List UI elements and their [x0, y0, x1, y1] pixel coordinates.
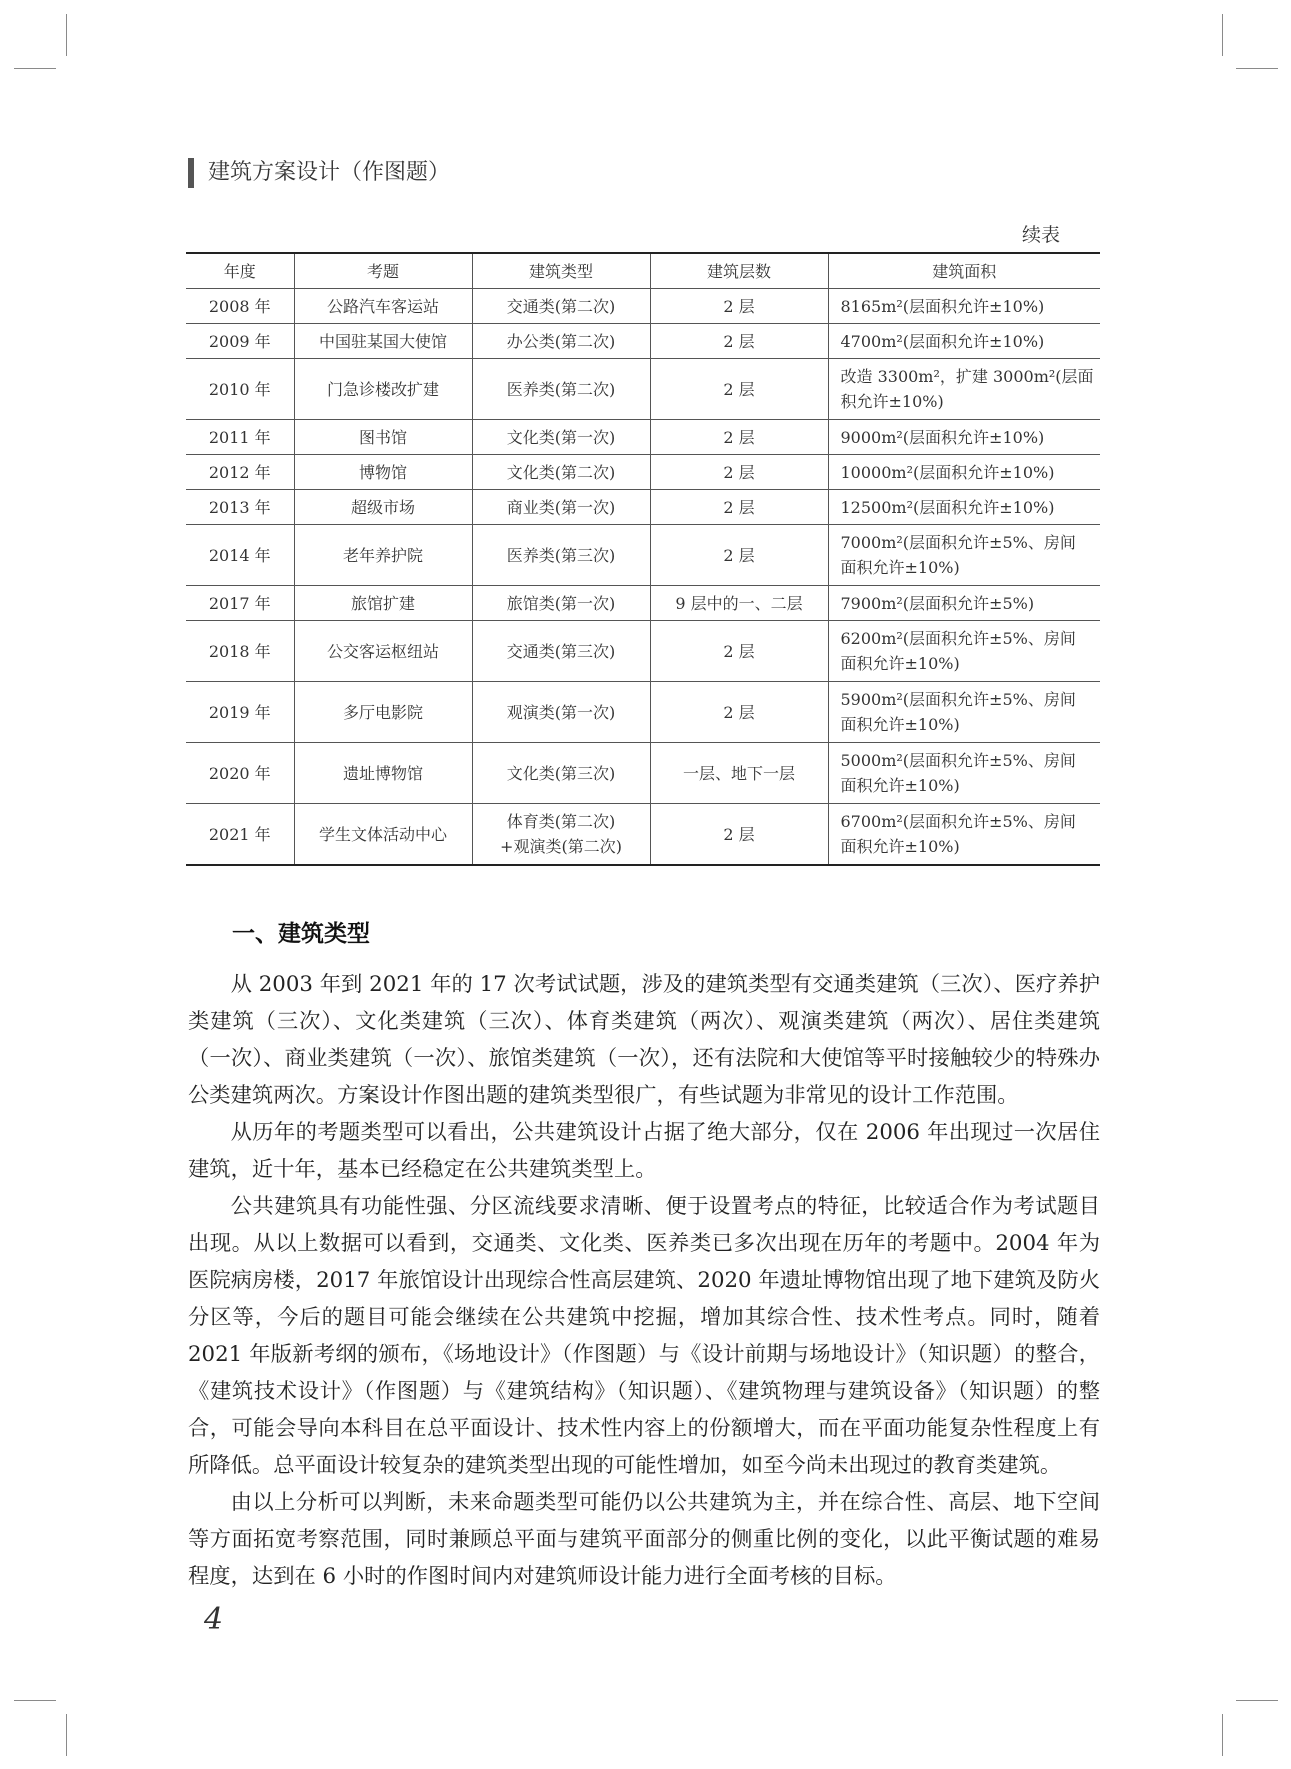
cell-building-type: 文化类(第一次) — [472, 420, 650, 455]
crop-mark — [14, 68, 56, 69]
cell-building-type: 观演类(第一次) — [472, 682, 650, 743]
cell-year: 2012 年 — [186, 455, 294, 490]
paragraph: 从 2003 年到 2021 年的 17 次考试试题，涉及的建筑类型有交通类建筑（三次）、医疗养护类建筑（三次）、文化类建筑（三次）、体育类建筑（两次）、观演类建筑（两次）、居住类建筑（一次）、商业类建筑（一次）、旅馆类建筑（一次），还有法院和大使馆等平时接触较少的特殊办公类建筑两次。方案设计作图出题的建筑类型很广，有些试题为非常见的设计工作范围。 — [188, 972, 1100, 1108]
table-row — [186, 804, 1100, 866]
column-header-area: 建筑面积 — [828, 253, 1100, 289]
cell-floors: 2 层 — [650, 289, 828, 324]
cell-topic: 学生文体活动中心 — [294, 804, 472, 866]
cell-topic: 门急诊楼改扩建 — [294, 359, 472, 420]
crop-mark — [1236, 68, 1278, 69]
cell-floors: 2 层 — [650, 682, 828, 743]
cell-building-type: 商业类(第一次) — [472, 490, 650, 525]
cell-building-type: 旅馆类(第一次) — [472, 586, 650, 621]
cell-year: 2010 年 — [186, 359, 294, 420]
table-row — [186, 586, 1100, 621]
running-header: 建筑方案设计（作图题） — [188, 158, 450, 188]
column-header-floors: 建筑层数 — [650, 253, 828, 289]
cell-topic: 多厅电影院 — [294, 682, 472, 743]
cell-floors: 2 层 — [650, 621, 828, 682]
cell-floors: 2 层 — [650, 359, 828, 420]
cell-topic: 中国驻某国大使馆 — [294, 324, 472, 359]
column-header-topic: 考题 — [294, 253, 472, 289]
cell-area: 12500m²(层面积允许±10%) — [828, 490, 1100, 525]
section-heading: 一、建筑类型 — [232, 921, 370, 947]
cell-area: 6700m²(层面积允许±5%、房间 面积允许±10%) — [828, 804, 1100, 866]
column-header-building-type: 建筑类型 — [472, 253, 650, 289]
cell-floors: 2 层 — [650, 455, 828, 490]
crop-mark — [1222, 14, 1223, 56]
table-row — [186, 525, 1100, 586]
column-header-year: 年度 — [186, 253, 294, 289]
cell-year: 2019 年 — [186, 682, 294, 743]
cell-floors: 2 层 — [650, 804, 828, 866]
cell-floors: 2 层 — [650, 490, 828, 525]
cell-floors: 9 层中的一、二层 — [650, 586, 828, 621]
crop-mark — [1222, 1714, 1223, 1756]
table-row — [186, 621, 1100, 682]
exam-topics-table — [186, 252, 1100, 866]
crop-mark — [66, 1714, 67, 1756]
cell-area: 8165m²(层面积允许±10%) — [828, 289, 1100, 324]
cell-topic: 博物馆 — [294, 455, 472, 490]
table-row — [186, 455, 1100, 490]
cell-year: 2013 年 — [186, 490, 294, 525]
cell-building-type: 医养类(第二次) — [472, 359, 650, 420]
cell-building-type: 体育类(第二次) +观演类(第二次) — [472, 804, 650, 866]
cell-topic: 公交客运枢纽站 — [294, 621, 472, 682]
crop-mark — [14, 1700, 56, 1701]
paragraph: 由以上分析可以判断，未来命题类型可能仍以公共建筑为主，并在综合性、高层、地下空间等方面拓宽考察范围，同时兼顾总平面与建筑平面部分的侧重比例的变化，以此平衡试题的难易程度，达到在 6 小时的作图时间内对建筑师设计能力进行全面考核的目标。 — [188, 1490, 1100, 1589]
cell-building-type: 医养类(第三次) — [472, 525, 650, 586]
table-body — [186, 289, 1100, 866]
cell-topic: 遗址博物馆 — [294, 743, 472, 804]
table-row — [186, 324, 1100, 359]
crop-mark — [1236, 1700, 1278, 1701]
cell-floors: 2 层 — [650, 324, 828, 359]
cell-year: 2014 年 — [186, 525, 294, 586]
cell-topic: 老年养护院 — [294, 525, 472, 586]
cell-year: 2018 年 — [186, 621, 294, 682]
cell-floors: 一层、地下一层 — [650, 743, 828, 804]
page-number: 4 — [204, 1602, 224, 1637]
cell-area: 5000m²(层面积允许±5%、房间 面积允许±10%) — [828, 743, 1100, 804]
cell-year: 2020 年 — [186, 743, 294, 804]
cell-area: 7900m²(层面积允许±5%) — [828, 586, 1100, 621]
table-row — [186, 743, 1100, 804]
cell-year: 2009 年 — [186, 324, 294, 359]
table-row — [186, 420, 1100, 455]
cell-year: 2021 年 — [186, 804, 294, 866]
table-row — [186, 682, 1100, 743]
cell-topic: 旅馆扩建 — [294, 586, 472, 621]
cell-area: 改造 3300m²，扩建 3000m²(层面 积允许±10%) — [828, 359, 1100, 420]
table-row — [186, 359, 1100, 420]
cell-year: 2008 年 — [186, 289, 294, 324]
table-row — [186, 490, 1100, 525]
cell-area: 5900m²(层面积允许±5%、房间 面积允许±10%) — [828, 682, 1100, 743]
table-header-row — [186, 253, 1100, 289]
cell-building-type: 文化类(第三次) — [472, 743, 650, 804]
cell-building-type: 交通类(第二次) — [472, 289, 650, 324]
cell-year: 2011 年 — [186, 420, 294, 455]
cell-area: 9000m²(层面积允许±10%) — [828, 420, 1100, 455]
cell-building-type: 办公类(第二次) — [472, 324, 650, 359]
body-text — [188, 966, 1100, 1595]
paragraph: 公共建筑具有功能性强、分区流线要求清晰、便于设置考点的特征，比较适合作为考试题目出现。从以上数据可以看到，交通类、文化类、医养类已多次出现在历年的考题中。2004 年为医院病房楼，2017 年旅馆设计出现综合性高层建筑、2020 年遗址博物馆出现了地下建筑及防火分区等，今后的题目可能会继续在公共建筑中挖掘，增加其综合性、技术性考点。同时，随着 2021 年版新考纲的颁布，《场地设计》（作图题）与《设计前期与场地设计》（知识题）的整合，《建筑技术设计》（作图题）与《建筑结构》（知识题）、《建筑物理与建筑设备》（知识题）的整合，可能会导向本科目在总平面设计、技术性内容上的份额增大，而在平面功能复杂性程度上有所降低。总平面设计较复杂的建筑类型出现的可能性增加，如至今尚未出现过的教育类建筑。 — [188, 1194, 1100, 1478]
cell-area: 4700m²(层面积允许±10%) — [828, 324, 1100, 359]
table-caption: 续表 — [1022, 224, 1061, 246]
crop-mark — [66, 14, 67, 56]
cell-topic: 公路汽车客运站 — [294, 289, 472, 324]
cell-floors: 2 层 — [650, 420, 828, 455]
cell-topic: 超级市场 — [294, 490, 472, 525]
cell-area: 6200m²(层面积允许±5%、房间 面积允许±10%) — [828, 621, 1100, 682]
cell-floors: 2 层 — [650, 525, 828, 586]
cell-building-type: 交通类(第三次) — [472, 621, 650, 682]
cell-area: 10000m²(层面积允许±10%) — [828, 455, 1100, 490]
cell-building-type: 文化类(第二次) — [472, 455, 650, 490]
cell-area: 7000m²(层面积允许±5%、房间 面积允许±10%) — [828, 525, 1100, 586]
table-row — [186, 289, 1100, 324]
paragraph: 从历年的考题类型可以看出，公共建筑设计占据了绝大部分，仅在 2006 年出现过一次居住建筑，近十年，基本已经稳定在公共建筑类型上。 — [188, 1120, 1100, 1182]
cell-topic: 图书馆 — [294, 420, 472, 455]
cell-year: 2017 年 — [186, 586, 294, 621]
